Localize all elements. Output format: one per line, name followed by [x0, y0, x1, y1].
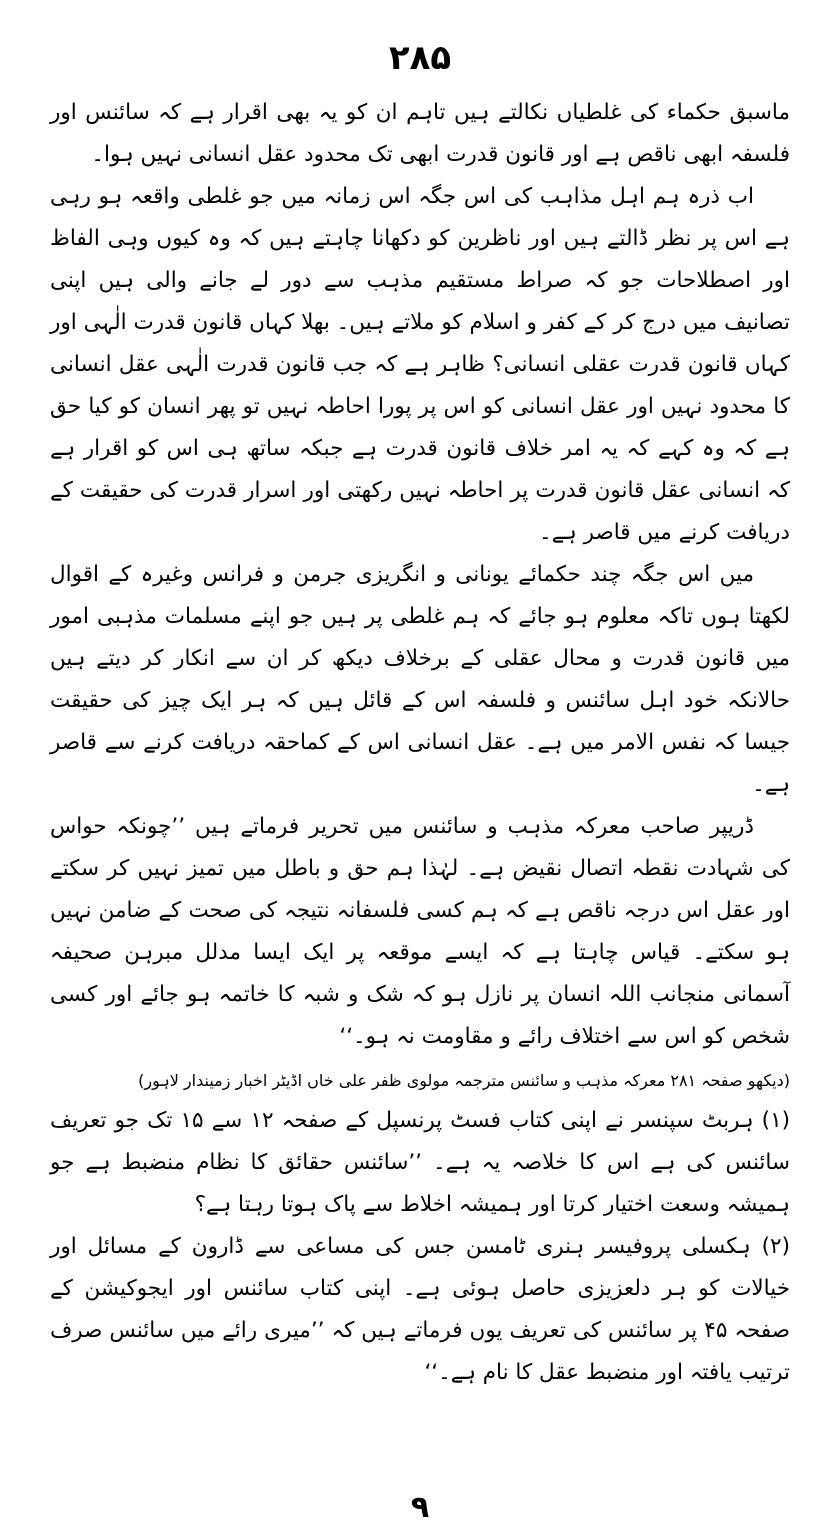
page-number: ۲۸۵ — [388, 38, 452, 78]
paragraph-6: (۲) ہکسلی پروفیسر ہنری ٹامسن جس کی مساعی سے ڈارون کے مسائل اور خیالات کو ہر دلعزیزی حاصل ہوئی ہے۔ اپنی کتاب سائنس اور ایجوکیشن کے صفحہ ۴۵ پر سائنس کی تعریف یوں فرماتے ہیں کہ ’’میری رائے میں سائنس صرف ترتیب یافتہ اور منضبط عقل کا نام ہے۔‘‘ — [50, 1234, 790, 1385]
page-body — [50, 92, 790, 1394]
paragraph-2: اب ذرہ ہم اہل مذاہب کی اس جگہ اس زمانہ میں جو غلطی واقعہ ہو رہی ہے اس پر نظر ڈالتے ہیں اور ناظرین کو دکھانا چاہتے ہیں کہ وہ کیوں وہی الفاظ اور اصطلاحات جو کہ صراط مستقیم مذہب سے دور لے جانے والی ہیں اپنی تصانیف میں درج کر کے کفر و اسلام کو ملاتے ہیں۔ بھلا کہاں قانون قدرت الٰہی اور کہاں قانون قدرت عقلی انسانی؟ ظاہر ہے کہ جب قانون قدرت الٰہی عقل انسانی کا محدود نہیں اور عقل انسانی کو اس پر پورا احاطہ نہیں تو پھر انسان کو کیا حق ہے کہ وہ کہے کہ یہ امر خلاف قانون قدرت ہے جبکہ ساتھ ہی اس کو اقرار ہے کہ انسانی عقل قانون قدرت پر احاطہ نہیں رکھتی اور اسرار قدرت کی حقیقت کے دریافت کرنے میں قاصر ہے۔ — [50, 184, 790, 545]
signature-number: ۹ — [410, 1490, 430, 1525]
paragraph-3: میں اس جگہ چند حکمائے یونانی و انگریزی جرمن و فرانس وغیرہ کے اقوال لکھتا ہوں تاکہ معلوم ہو جائے کہ ہم غلطی پر ہیں جو اپنے مسلمات مذہبی امور میں قانون قدرت و محال عقلی کے برخلاف دیکھ کر ان سے انکار کر دیتے ہیں حالانکہ خود اہل سائنس و فلسفہ اس کے قائل ہیں کہ ہر ایک چیز کی حقیقت جیسا کہ نفس الامر میں ہے۔ عقل انسانی اس کے کماحقہ دریافت کرنے سے قاصر ہے۔ — [50, 562, 790, 797]
source-note: (دیکھو صفحہ ۲۸۱ معرکہ مذہب و سائنس مترجمہ مولوی ظفر علی خاں اڈیٹر اخبار زمیندار لاہور) — [138, 1071, 790, 1090]
paragraph-1: ماسبق حکماء کی غلطیاں نکالتے ہیں تاہم ان کو یہ بھی اقرار ہے کہ سائنس اور فلسفہ ابھی ناقص ہے اور قانون قدرت ابھی تک محدود عقل انسانی نہیں ہوا۔ — [50, 100, 790, 167]
paragraph-5: (۱) ہربٹ سپنسر نے اپنی کتاب فسٹ پرنسپل کے صفحہ ۱۲ سے ۱۵ تک جو تعریف سائنس کی ہے اس کا خلاصہ یہ ہے۔ ’’سائنس حقائق کا نظام منضبط ہے جو ہمیشہ وسعت اختیار کرتا اور ہمیشہ اخلاط سے پاک ہوتا رہتا ہے؟ — [50, 1108, 791, 1217]
paragraph-4: ڈریپر صاحب معرکہ مذہب و سائنس میں تحریر فرماتے ہیں ’’چونکہ حواس کی شہادت نقطہ اتصال نقیض ہے۔ لہٰذا ہم حق و باطل میں تمیز نہیں کر سکتے اور عقل اس درجہ ناقص ہے کہ ہم کسی فلسفانہ نتیجہ کی صحت کے ضامن نہیں ہو سکتے۔ قیاس چاہتا ہے کہ ایسے موقعہ پر ایک ایسا مدلل مبرہن صحیفہ آسمانی منجانب اللہ انسان پر نازل ہو کہ شک و شبہ کا خاتمہ ہو جائے اور کسی شخص کو اس سے اختلاف رائے و مقاومت نہ ہو۔‘‘ — [50, 814, 790, 1049]
